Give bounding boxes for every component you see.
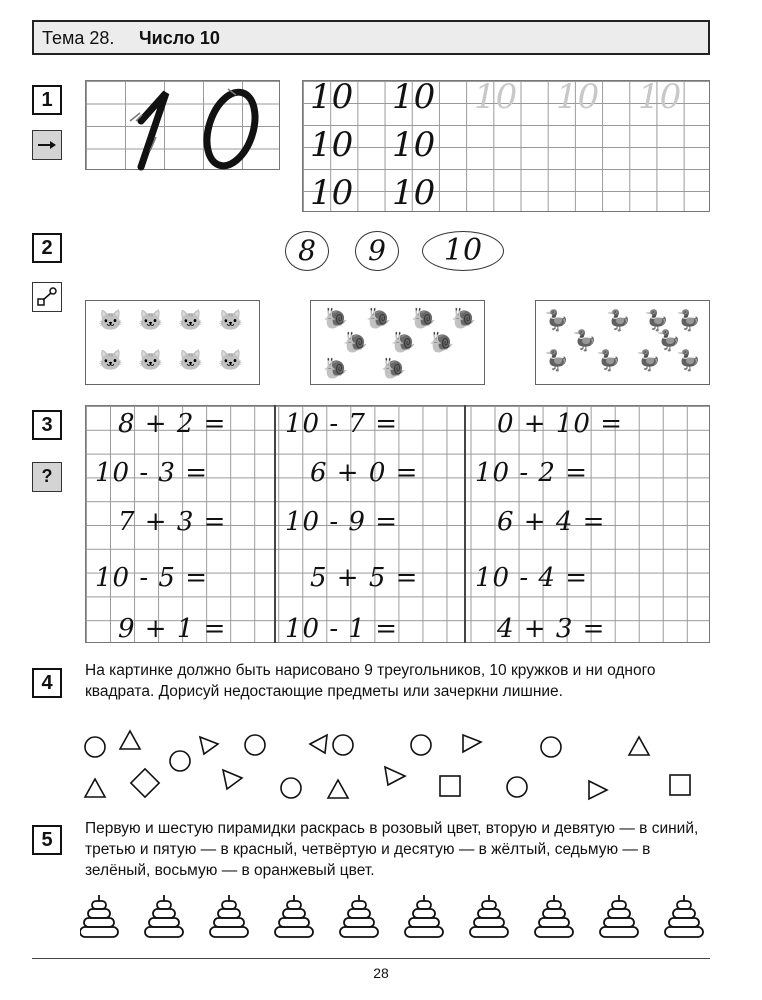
equation: 10 - 4 = bbox=[475, 563, 588, 593]
number-oval-10[interactable]: 10 bbox=[422, 231, 504, 271]
duck-figure: 🦆 bbox=[544, 310, 569, 332]
column-divider bbox=[274, 405, 276, 643]
snail-figure: 🐌 bbox=[323, 358, 348, 380]
sample-digits-drawing bbox=[86, 81, 281, 171]
snail-figure: 🐌 bbox=[391, 332, 416, 354]
copy-cell: 10 bbox=[310, 77, 354, 117]
equation: 10 - 1 = bbox=[285, 614, 398, 644]
equation: 10 - 2 = bbox=[475, 458, 588, 488]
triangle-shape bbox=[120, 731, 140, 749]
topic-title: Число 10 bbox=[139, 28, 220, 48]
equation: 0 + 10 = bbox=[497, 409, 623, 439]
task-2-number: 2 bbox=[32, 233, 62, 263]
snail-figure: 🐌 bbox=[411, 308, 436, 330]
cat-figure: 🐱 bbox=[178, 310, 203, 332]
ducks-picture[interactable] bbox=[535, 300, 710, 385]
snail-figure: 🐌 bbox=[381, 358, 406, 380]
copy-cell: 10 bbox=[310, 173, 354, 213]
question-icon: ? bbox=[32, 462, 62, 492]
triangle-shape bbox=[328, 780, 348, 798]
circle-shape bbox=[281, 778, 301, 798]
cat-figure: 🐱 bbox=[98, 350, 123, 372]
cat-figure: 🐱 bbox=[218, 310, 243, 332]
duck-figure: 🦆 bbox=[596, 350, 621, 372]
duck-figure: 🦆 bbox=[676, 310, 701, 332]
task-1-number: 1 bbox=[32, 85, 62, 115]
number-oval-8[interactable]: 8 bbox=[285, 231, 329, 271]
rhombus-shape bbox=[131, 769, 159, 797]
duck-figure: 🦆 bbox=[656, 330, 681, 352]
cat-figure: 🐱 bbox=[178, 350, 203, 372]
duck-figure: 🦆 bbox=[572, 330, 597, 352]
triangle-shape bbox=[385, 767, 405, 785]
equation: 8 + 2 = bbox=[118, 409, 227, 439]
duck-figure: 🦆 bbox=[644, 310, 669, 332]
equation: 4 + 3 = bbox=[497, 614, 606, 644]
triangle-shape bbox=[629, 737, 649, 755]
pyramids-row[interactable] bbox=[80, 893, 710, 943]
cat-figure: 🐱 bbox=[218, 350, 243, 372]
cat-figure: 🐱 bbox=[138, 310, 163, 332]
equation: 10 - 5 = bbox=[95, 563, 208, 593]
triangle-shape bbox=[200, 737, 218, 754]
pyramid-5 bbox=[340, 895, 378, 937]
square-shape bbox=[440, 776, 460, 796]
arrow-right-icon bbox=[32, 130, 62, 160]
circle-shape bbox=[170, 751, 190, 771]
circle-shape bbox=[507, 777, 527, 797]
cat-figure: 🐱 bbox=[98, 310, 123, 332]
pyramid-8 bbox=[535, 895, 573, 937]
pyramid-7 bbox=[470, 895, 508, 937]
copy-cell: 10 bbox=[392, 77, 436, 117]
footer-rule bbox=[32, 958, 710, 959]
triangle-shape bbox=[310, 735, 327, 753]
snail-figure: 🐌 bbox=[451, 308, 476, 330]
snail-figure: 🐌 bbox=[343, 332, 368, 354]
triangle-shape bbox=[223, 770, 242, 789]
circle-shape bbox=[333, 735, 353, 755]
pyramid-1 bbox=[80, 895, 118, 937]
equation: 10 - 7 = bbox=[285, 409, 398, 439]
task-3-number: 3 bbox=[32, 410, 62, 440]
copy-cell: 10 bbox=[392, 125, 436, 165]
pyramid-6 bbox=[405, 895, 443, 937]
square-shape bbox=[670, 775, 690, 795]
task-4-number: 4 bbox=[32, 668, 62, 698]
task-5-text: Первую и шестую пирамидки раскрась в розовый цвет, вторую и девятую — в синий, третью и пятую — в красный, четвёртую и десятую — в жёлтый, седьмую — в зелёный, восьмую — в оранжевый цвет. bbox=[85, 820, 699, 879]
page-number: 28 bbox=[373, 965, 389, 981]
task-4-text: На картинке должно быть нарисовано 9 треугольников, 10 кружков и ни одного квадрата. Дорисуй недостающие предметы или зачеркни лишние. bbox=[85, 662, 656, 700]
copy-cell-faded: 10 bbox=[474, 77, 518, 117]
pyramid-9 bbox=[600, 895, 638, 937]
equation: 7 + 3 = bbox=[118, 507, 227, 537]
equation: 6 + 4 = bbox=[497, 507, 606, 537]
pyramid-2 bbox=[145, 895, 183, 937]
circle-shape bbox=[541, 737, 561, 757]
triangle-shape bbox=[85, 779, 105, 797]
copy-cell: 10 bbox=[392, 173, 436, 213]
equation: 10 - 3 = bbox=[95, 458, 208, 488]
pyramid-10 bbox=[665, 895, 703, 937]
circle-shape bbox=[85, 737, 105, 757]
duck-figure: 🦆 bbox=[636, 350, 661, 372]
copy-cell: 10 bbox=[310, 125, 354, 165]
cats-picture[interactable] bbox=[85, 300, 260, 385]
pyramid-3 bbox=[210, 895, 248, 937]
equation: 9 + 1 = bbox=[118, 614, 227, 644]
number-oval-9[interactable]: 9 bbox=[355, 231, 399, 271]
snails-picture[interactable] bbox=[310, 300, 485, 385]
snail-figure: 🐌 bbox=[429, 332, 454, 354]
duck-figure: 🦆 bbox=[544, 350, 569, 372]
column-divider bbox=[464, 405, 466, 643]
copy-cell-faded: 10 bbox=[638, 77, 682, 117]
equation: 10 - 9 = bbox=[285, 507, 398, 537]
snail-figure: 🐌 bbox=[323, 308, 348, 330]
task-5-number: 5 bbox=[32, 825, 62, 855]
circle-shape bbox=[411, 735, 431, 755]
equation: 5 + 5 = bbox=[310, 563, 419, 593]
shapes-picture[interactable] bbox=[75, 725, 715, 810]
pyramid-4 bbox=[275, 895, 313, 937]
connect-lines-icon bbox=[32, 282, 62, 312]
topic-label: Тема 28. bbox=[42, 28, 115, 48]
equation: 6 + 0 = bbox=[310, 458, 419, 488]
topic-header bbox=[32, 20, 710, 55]
sample-digit-grid bbox=[85, 80, 280, 170]
circle-shape bbox=[245, 735, 265, 755]
cat-figure: 🐱 bbox=[138, 350, 163, 372]
copy-cell-faded: 10 bbox=[556, 77, 600, 117]
triangle-shape bbox=[589, 781, 607, 799]
triangle-shape bbox=[463, 735, 481, 752]
duck-figure: 🦆 bbox=[676, 350, 701, 372]
snail-figure: 🐌 bbox=[366, 308, 391, 330]
duck-figure: 🦆 bbox=[606, 310, 631, 332]
